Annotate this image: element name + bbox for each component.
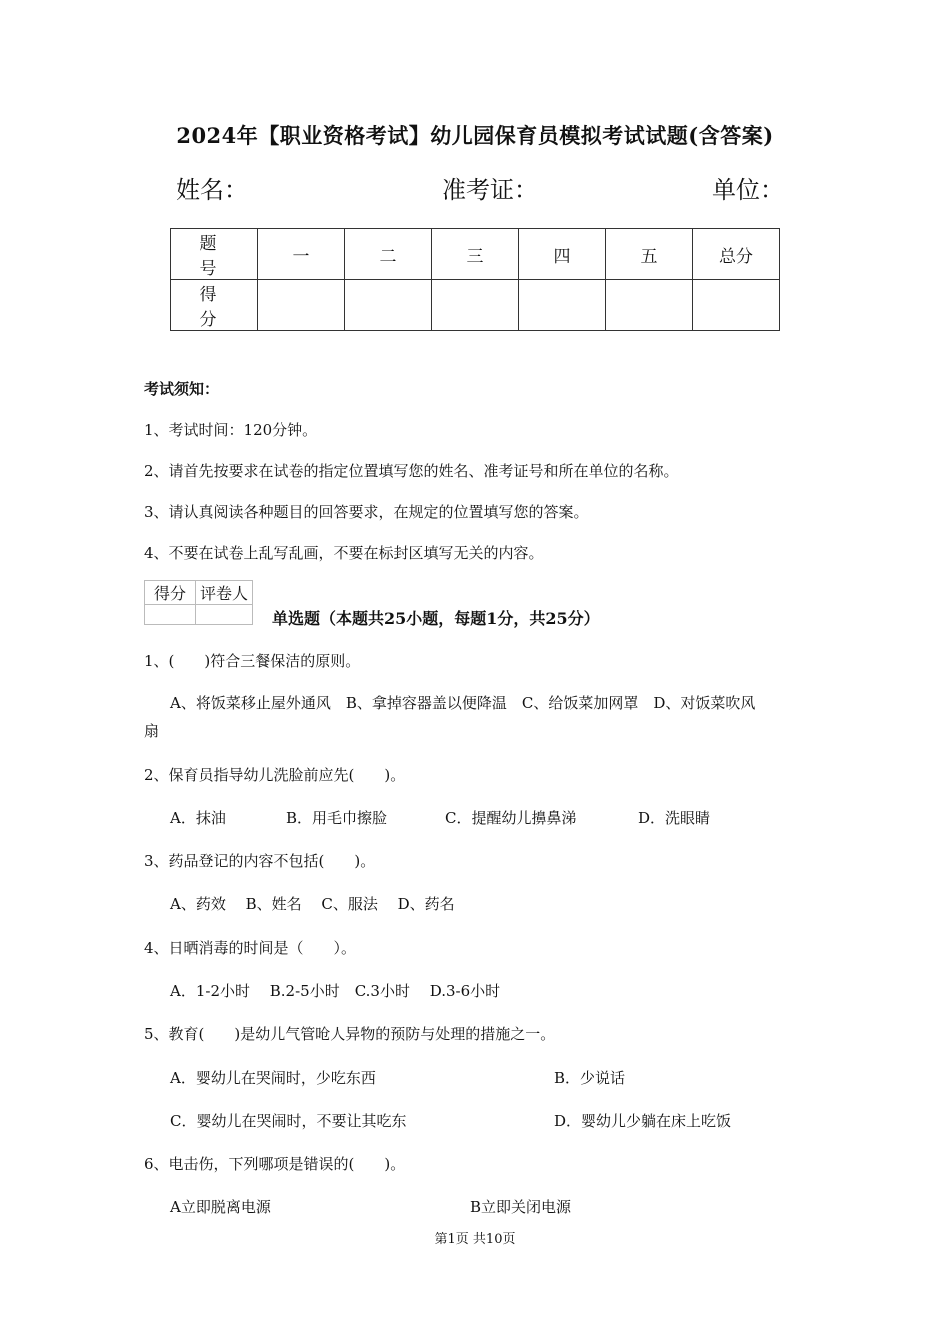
grader-box: [144, 580, 253, 625]
section-title: 单选题（本题共25小题，每题1分，共25分）: [272, 609, 600, 628]
question-text: 1、( )符合三餐保洁的原则。: [144, 652, 361, 670]
grader-name-label: 评卷人: [196, 581, 253, 605]
score-header-cell: 五: [606, 229, 693, 280]
score-table-score-row: [171, 280, 780, 331]
score-table-header-row: [171, 229, 780, 280]
grader-score-label: 得分: [145, 581, 196, 605]
question-text: 6、电击伤，下列哪项是错误的( )。: [144, 1155, 406, 1173]
document-title: 2024年【职业资格考试】幼儿园保育员模拟考试试题(含答案): [176, 123, 774, 148]
score-header-cell: 二: [345, 229, 432, 280]
score-row-label: 得 分: [171, 280, 258, 331]
question-text: 2、保育员指导幼儿洗脸前应先( )。: [144, 766, 406, 784]
score-input-cell[interactable]: [258, 280, 345, 331]
notice-item: 2、请首先按要求在试卷的指定位置填写您的姓名、准考证号和所在单位的名称。: [144, 462, 679, 480]
option-d: D．婴幼儿少躺在床上吃饭: [554, 1112, 732, 1130]
question-options: A．1-2小时 B.2-5小时 C.3小时 D.3-6小时: [170, 982, 501, 1000]
score-table: [170, 228, 780, 331]
score-input-cell[interactable]: [606, 280, 693, 331]
notice-heading: 考试须知：: [144, 380, 220, 398]
option-c: C．婴幼儿在哭闹时，不要让其吃东: [170, 1112, 407, 1130]
notice-item: 4、不要在试卷上乱写乱画，不要在标封区填写无关的内容。: [144, 544, 544, 562]
option-b: B立即关闭电源: [470, 1198, 572, 1216]
unit-field-label: 单位：: [712, 176, 784, 204]
score-header-cell: 一: [258, 229, 345, 280]
option-a: A．婴幼儿在哭闹时，少吃东西: [170, 1069, 376, 1087]
score-header-cell: 题 号: [171, 229, 258, 280]
notice-item: 3、请认真阅读各种题目的回答要求，在规定的位置填写您的答案。: [144, 503, 589, 521]
option-d: D．洗眼睛: [638, 809, 711, 827]
exam-id-field-label: 准考证：: [442, 176, 538, 204]
question-options: 扇: [144, 722, 160, 740]
score-header-cell: 四: [519, 229, 606, 280]
score-input-cell[interactable]: [693, 280, 780, 331]
option-b: B．用毛巾擦脸: [286, 809, 388, 827]
option-a: A．抹油: [170, 809, 226, 827]
score-header-cell: 总分: [693, 229, 780, 280]
question-text: 4、日晒消毒的时间是（ ）。: [144, 939, 357, 957]
score-input-cell[interactable]: [345, 280, 432, 331]
grader-name-cell[interactable]: [196, 605, 253, 625]
page-number-footer: 第1页 共10页: [434, 1232, 516, 1247]
option-c: C．提醒幼儿擤鼻涕: [445, 809, 577, 827]
question-text: 5、教育( )是幼儿气管呛人异物的预防与处理的措施之一。: [144, 1025, 556, 1043]
notice-item: 1、考试时间：120分钟。: [144, 421, 318, 439]
question-text: 3、药品登记的内容不包括( )。: [144, 852, 376, 870]
question-options: A、药效 B、姓名 C、服法 D、药名: [170, 895, 455, 913]
score-input-cell[interactable]: [432, 280, 519, 331]
name-field-label: 姓名：: [176, 176, 248, 204]
option-a: A立即脱离电源: [170, 1198, 271, 1216]
score-header-cell: 三: [432, 229, 519, 280]
option-b: B．少说话: [554, 1069, 626, 1087]
grader-score-cell[interactable]: [145, 605, 196, 625]
score-input-cell[interactable]: [519, 280, 606, 331]
question-options: A、将饭菜移止屋外通风 B、拿掉容器盖以便降温 C、给饭菜加网罩 D、对饭菜吹风: [170, 694, 756, 712]
